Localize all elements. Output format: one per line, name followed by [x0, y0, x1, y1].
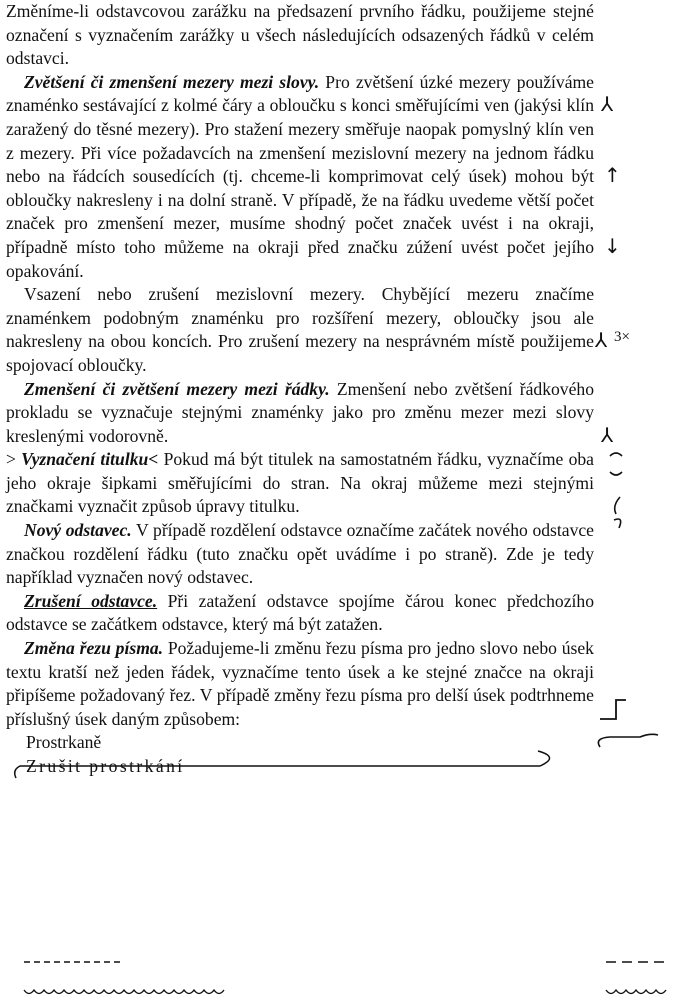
narrow-space-bottom-margin-icon: ↓	[604, 234, 621, 258]
cancel-paragraph-margin-icon	[598, 734, 658, 747]
paragraph-new-paragraph	[6, 519, 594, 590]
close-space-bottom-arc-icon	[610, 472, 622, 475]
heading-cancel-paragraph: Zrušení odstavce.	[24, 590, 158, 611]
paragraph-cancel-paragraph	[6, 590, 594, 637]
new-paragraph-body: V případě rozdělení odstavce označíme začátek nového odstavce značkou rozdělení řádku (tuto značku opět uvádíme i po straně). Zde je tedy například vyznačen nový odstavec.	[6, 520, 594, 588]
title-arrow-left: >	[6, 449, 22, 470]
new-paragraph-margin-icon	[600, 700, 626, 719]
heading-word-spacing: Zvětšení či zmenšení mezery mezi slovy.	[24, 71, 320, 92]
paragraph-font-style	[6, 637, 594, 731]
paragraph-word-spacing	[6, 71, 594, 283]
close-space-top-arc-icon	[610, 453, 622, 456]
cancel-paragraph-body: Při zatažení odstavce spojíme čárou konec předchozího odstavce se začátkem odstavce, který má být zatažen.	[6, 590, 594, 635]
paragraph-insert-remove-space: Vsazení nebo zrušení mezislovní mezery. Chybějící mezeru značíme znaménkem podobným znaménku pro rozšíření mezery, obloučky jsou ale nakresleny na obou koncích. Pro zrušení mezery na nesprávném místě použijeme spojovací obloučky.	[6, 284, 594, 375]
paragraph-title-marking	[6, 448, 594, 519]
text-column	[6, 0, 594, 779]
line-spacing-margin-icon	[614, 497, 621, 528]
sample-spaced-out	[26, 731, 594, 755]
sample-cancel-spacing-text: Zrušit prostrkání	[26, 756, 185, 776]
sample-spaced-out-text: Prostrkaně	[26, 732, 102, 753]
cancel-spacing-underline-icon	[24, 990, 224, 994]
narrow-space-margin-icon: ↑	[604, 163, 621, 187]
repeat-count-label: 3×	[614, 329, 630, 345]
heading-line-spacing: Zmenšení či zvětšení mezery mezi řádky.	[24, 378, 330, 399]
line-spacing-body: Zmenšení nebo zvětšení řádkového prokladu se vyznačuje stejnými znaménky jako pro změnu mezer mezi slovy kreslenými vodorovně.	[6, 378, 594, 446]
title-marking-body: Pokud má být titulek na samostatném řádku, vyznačíme oba jeho okraje šipkami směřujícími do stran. Na okraj můžeme mezi stejnými značkami vyznačit způsob úpravy titulku.	[6, 449, 594, 517]
heading-new-paragraph: Nový odstavec.	[24, 520, 132, 541]
sample-cancel-spacing	[26, 755, 594, 779]
cancel-spacing-margin-icon	[606, 990, 666, 994]
repeat-count-margin-icon: ⅄	[595, 328, 608, 352]
insert-space-margin-icon: ⅄	[601, 423, 614, 447]
heading-title-marking: Vyznačení titulku<	[21, 449, 159, 470]
font-style-body: Požadujeme-li změnu řezu písma pro jedno slovo nebo úsek textu kratší než jeden řádek, vyznačíme tento úsek a ke stejné značce na okraji připíšeme požadovaný řez. V případě změny řezu písma pro delší úsek podtrhneme příslušný úsek daným způsobem:	[6, 638, 594, 729]
heading-font-style: Změna řezu písma.	[24, 638, 164, 659]
paragraph-indent-change: Změníme-li odstavcovou zarážku na předsazení prvního řádku, použijeme stejné označení s vyznačením zarážky u všech následujících odsazených řádků v celém odstavci.	[6, 1, 594, 69]
widen-space-margin-icon: ⅄	[601, 92, 614, 116]
word-spacing-body: Pro zvětšení úzké mezery používáme znaménko sestávající z kolmé čáry a obloučku s konci směřujícími ven (jakýsi klín zaražený do těsné mezery). Pro stažení mezery směřuje naopak pomyslný klín ven z mezery. Při více požadavcích na zmenšení mezislovní mezery na jednom řádku nebo na řádcích sousedících (tj. chceme-li komprimovat celý úsek) mohou být obloučky nakresleny i na dolní straně. V případě, že na řádku uvedeme větší počet značek pro zmenšení mezer, musíme shodný počet značek uvést i na okraji, případně místo toho můžeme na okraji před značku zúžení uvést počet jejího opakování.	[6, 71, 594, 281]
paragraph-line-spacing	[6, 378, 594, 449]
